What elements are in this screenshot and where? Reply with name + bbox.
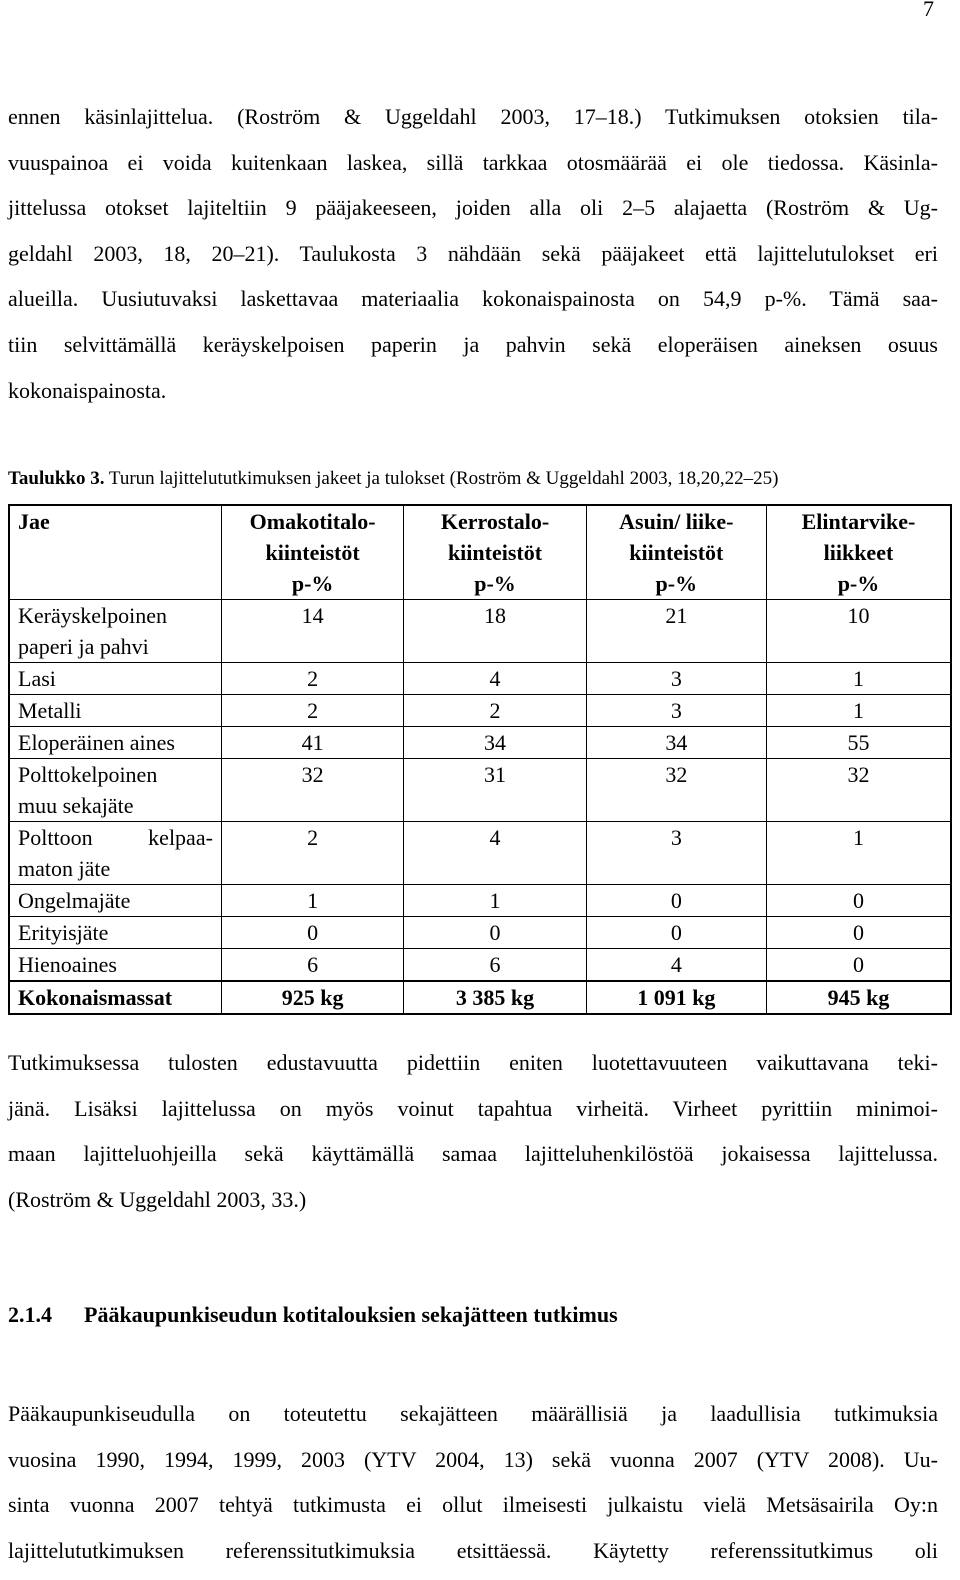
header-cell-elintarvike: Elintarvike- liikkeet p-% (766, 505, 951, 600)
table-cell: 1 (766, 663, 951, 695)
table-row (9, 695, 951, 727)
section-title: Pääkaupunkiseudun kotitalouksien sekajätteen tutkimus (84, 1302, 618, 1327)
section-number: 2.1.4 (8, 1302, 52, 1327)
total-cell: 3 385 kg (404, 981, 586, 1014)
table-header-row (9, 505, 951, 600)
table-cell: 34 (586, 727, 766, 759)
text-line: vuuspainoa ei voida kuitenkaan laskea, sillä tarkkaa otosmäärää ei ole tiedossa. Käsinla- (8, 149, 938, 175)
caption-label: Taulukko 3. (8, 468, 105, 489)
paragraph-intro (8, 94, 938, 413)
table-cell: 4 (404, 822, 586, 885)
text-line: tiin selvittämällä keräyskelpoisen paperin ja pahvin sekä eloperäisen aineksen osuus (8, 331, 938, 357)
text-line: jittelussa otokset lajiteltiin 9 pääjakeeseen, joiden alla oli 2–5 alajaetta (Roström & Ug- (8, 195, 938, 221)
table-cell: 0 (766, 885, 951, 917)
table-cell: 0 (221, 917, 403, 949)
table-cell: 32 (221, 759, 403, 822)
table-row (9, 885, 951, 917)
table-cell: 4 (404, 663, 586, 695)
caption-text: Turun lajittelututkimuksen jakeet ja tulokset (Roström & Uggeldahl 2003, 18,20,22–25) (104, 468, 779, 489)
row-label: Ongelmajäte (9, 885, 221, 917)
text-line: jänä. Lisäksi lajittelussa on myös voinut tapahtua virheitä. Virheet pyrittiin minimoi- (8, 1095, 938, 1121)
table-cell: 31 (404, 759, 586, 822)
text-line: alueilla. Uusiutuvaksi laskettavaa materiaalia kokonaispainosta on 54,9 p-%. Tämä saa- (8, 286, 938, 312)
table-cell: 21 (586, 600, 766, 663)
table-cell: 3 (586, 663, 766, 695)
table-row (9, 822, 951, 885)
text-line: ennen käsinlajittelua. (Roström & Uggeldahl 2003, 17–18.) Tutkimuksen otoksien tila- (8, 104, 938, 129)
paragraph-representativeness (8, 1040, 938, 1222)
table-row (9, 759, 951, 822)
row-label: Lasi (9, 663, 221, 695)
table-cell: 10 (766, 600, 951, 663)
table-cell: 41 (221, 727, 403, 759)
row-label: Polttokelpoinen muu sekajäte (9, 759, 221, 822)
row-label: Keräyskelpoinen paperi ja pahvi (9, 600, 221, 663)
table-cell: 0 (586, 885, 766, 917)
text-line: vuosina 1990, 1994, 1999, 2003 (YTV 2004, 13) sekä vuonna 2007 (YTV 2008). Uu- (8, 1446, 938, 1472)
text-line: sinta vuonna 2007 tehtyä tutkimusta ei ollut ilmeisesti julkaistu vielä Metsäsairila Oy:n (8, 1492, 938, 1518)
text-line: (Roström & Uggeldahl 2003, 33.) (8, 1186, 307, 1212)
total-cell: 945 kg (766, 981, 951, 1014)
row-label: Hienoaines (9, 949, 221, 982)
header-cell-asuin-liike: Asuin/ liike- kiinteistöt p-% (586, 505, 766, 600)
table-cell: 1 (766, 822, 951, 885)
table-row (9, 949, 951, 982)
page-number: 7 (923, 0, 934, 21)
results-table (8, 504, 952, 1015)
table-cell: 0 (586, 917, 766, 949)
table-cell: 1 (404, 885, 586, 917)
row-label: Polttoon kelpaa- maton jäte (9, 822, 221, 885)
table-total-row (9, 981, 951, 1014)
table-cell: 6 (404, 949, 586, 982)
total-cell: 925 kg (221, 981, 403, 1014)
header-cell-omakotitalo: Omakotitalo- kiinteistöt p-% (221, 505, 403, 600)
section-heading (8, 1302, 618, 1328)
header-cell-kerrostalo: Kerrostalo- kiinteistöt p-% (404, 505, 586, 600)
text-line: lajittelututkimuksen referenssitutkimuksia etsittäessä. Käytetty referenssitutkimus oli (8, 1537, 938, 1563)
row-label: Erityisjäte (9, 917, 221, 949)
table-cell: 1 (221, 885, 403, 917)
text-line: Pääkaupunkiseudulla on toteutettu sekajätteen määrällisiä ja laadullisia tutkimuksia (8, 1401, 938, 1426)
header-cell-jae: Jae (9, 505, 221, 600)
table-cell: 0 (766, 949, 951, 982)
table-row (9, 727, 951, 759)
table-cell: 55 (766, 727, 951, 759)
row-label: Metalli (9, 695, 221, 727)
table-cell: 2 (404, 695, 586, 727)
table-cell: 2 (221, 695, 403, 727)
table-cell: 2 (221, 663, 403, 695)
table-cell: 6 (221, 949, 403, 982)
table-row (9, 917, 951, 949)
table-cell: 2 (221, 822, 403, 885)
text-line: geldahl 2003, 18, 20–21). Taulukosta 3 nähdään sekä pääjakeet että lajittelutulokset eri (8, 240, 938, 266)
table-cell: 32 (586, 759, 766, 822)
table-cell: 3 (586, 695, 766, 727)
table-cell: 32 (766, 759, 951, 822)
table-cell: 1 (766, 695, 951, 727)
table-cell: 0 (766, 917, 951, 949)
text-line: Tutkimuksessa tulosten edustavuutta pidettiin eniten luotettavuuteen vaikuttavana teki- (8, 1050, 938, 1075)
table-row (9, 663, 951, 695)
paragraph-capital-region (8, 1391, 938, 1573)
table-cell: 18 (404, 600, 586, 663)
table-caption (8, 466, 778, 492)
table-cell: 4 (586, 949, 766, 982)
total-label: Kokonaismassat (9, 981, 221, 1014)
row-label: Eloperäinen aines (9, 727, 221, 759)
table-cell: 34 (404, 727, 586, 759)
table-row (9, 600, 951, 663)
table-cell: 3 (586, 822, 766, 885)
text-line: kokonaispainosta. (8, 377, 167, 403)
table-cell: 0 (404, 917, 586, 949)
text-line: maan lajitteluohjeilla sekä käyttämällä samaa lajitteluhenkilöstöä jokaisessa lajittelussa. (8, 1141, 938, 1167)
table-cell: 14 (221, 600, 403, 663)
total-cell: 1 091 kg (586, 981, 766, 1014)
